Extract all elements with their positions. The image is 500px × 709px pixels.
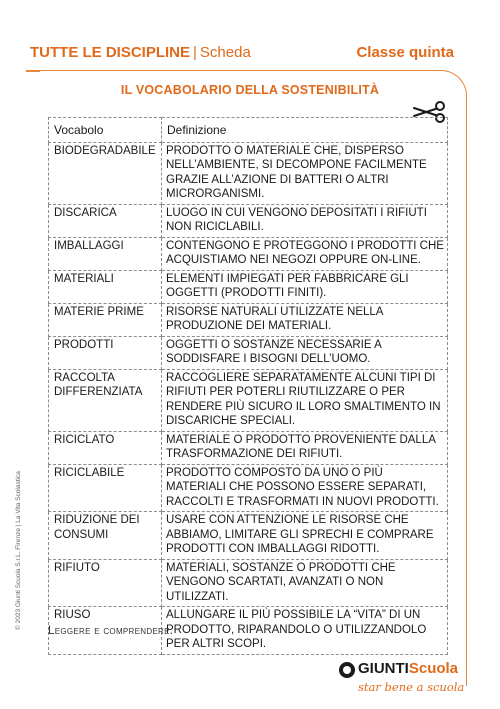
- vocabulary-word: RIFIUTO: [49, 559, 162, 607]
- page-title: IL VOCABOLARIO DELLA SOSTENIBILITÀ: [120, 83, 380, 97]
- giunti-logo-icon: [339, 662, 355, 678]
- table-row: [49, 303, 448, 336]
- vocabulary-word: MATERIE PRIME: [49, 303, 162, 336]
- vocabulary-word: BIODEGRADABILE: [49, 142, 162, 204]
- table-row: [49, 431, 448, 464]
- table-row: [49, 204, 448, 237]
- table-row: [49, 512, 448, 560]
- column-header-definizione: Definizione: [162, 118, 448, 143]
- card-border-corner: [26, 70, 40, 72]
- vocabulary-definition: OGGETTI O SOSTANZE NECESSARIE A SODDISFARE I BISOGNI DELL’UOMO.: [162, 336, 448, 369]
- footer-note: Leggere e comprendere.: [48, 625, 174, 637]
- vocabulary-word: RICICLATO: [49, 431, 162, 464]
- copyright-credit: © 2023 Giunti Scuola S.r.L. Firenze | La Vita Scolastica: [15, 471, 22, 630]
- vocabulary-word: RACCOLTA DIFFERENZIATA: [49, 369, 162, 431]
- vocabulary-definition: RACCOGLIERE SEPARATAMENTE ALCUNI TIPI DI RIFIUTI PER POTERLI RIUTILIZZARE O PER RENDERE PIÙ SICURO IL LORO SMALTIMENTO IN DISCARICHE SPECIALI.: [162, 369, 448, 431]
- table-row: [49, 369, 448, 431]
- vocabulary-definition: PRODOTTO COMPOSTO DA UNO O PIÙ MATERIALI CHE POSSONO ESSERE SEPARATI, RACCOLTI E TRASFORMATI IN NUOVI PRODOTTI.: [162, 464, 448, 512]
- vocabulary-definition: MATERIALE O PRODOTTO PROVENIENTE DALLA TRASFORMAZIONE DEI RIFIUTI.: [162, 431, 448, 464]
- logo-tagline: star bene a scuola: [358, 680, 465, 694]
- table-row: [49, 237, 448, 270]
- table-header-row: [49, 118, 448, 143]
- column-header-vocabolo: Vocabolo: [49, 118, 162, 143]
- vocabulary-word: PRODOTTI: [49, 336, 162, 369]
- header-subject: [30, 44, 251, 61]
- vocabulary-definition: ELEMENTI IMPIEGATI PER FABBRICARE GLI OGGETTI (PRODOTTI FINITI).: [162, 270, 448, 303]
- header-sheet-label: Scheda: [199, 44, 251, 61]
- vocabulary-table: [48, 117, 448, 655]
- logo-word-scuola: Scuola: [408, 660, 459, 677]
- vocabulary-word: RIDUZIONE DEI CONSUMI: [49, 512, 162, 560]
- logo-wordmark: [358, 660, 458, 677]
- vocabulary-definition: CONTENGONO E PROTEGGONO I PRODOTTI CHE ACQUISTIAMO NEI NEGOZI OPPURE ON-LINE.: [162, 237, 448, 270]
- vocabulary-word: IMBALLAGGI: [49, 237, 162, 270]
- vocabulary-word: RIUSO: [49, 607, 162, 655]
- vocabulary-definition: RISORSE NATURALI UTILIZZATE NELLA PRODUZIONE DEI MATERIALI.: [162, 303, 448, 336]
- vocabulary-definition: PRODOTTO O MATERIALE CHE, DISPERSO NELL’AMBIENTE, SI DECOMPONE FACILMENTE GRAZIE ALL’AZIONE DI BATTERI O ALTRI MICRORGANISMI.: [162, 142, 448, 204]
- table-row: [49, 270, 448, 303]
- vocabulary-definition: ALLUNGARE IL PIÙ POSSIBILE LA “VITA” DI UN PRODOTTO, RIPARANDOLO O UTILIZZANDOLO PER ALTRI SCOPI.: [162, 607, 448, 655]
- table-row: [49, 336, 448, 369]
- table-row: [49, 142, 448, 204]
- vocabulary-word: DISCARICA: [49, 204, 162, 237]
- vocabulary-definition: USARE CON ATTENZIONE LE RISORSE CHE ABBIAMO, LIMITARE GLI SPRECHI E COMPRARE PRODOTTI CON IMBALLAGGI RIDOTTI.: [162, 512, 448, 560]
- header-subject-label: TUTTE LE DISCIPLINE: [30, 44, 191, 61]
- table-row: [49, 559, 448, 607]
- vocabulary-word: RICICLABILE: [49, 464, 162, 512]
- vocabulary-word: MATERIALI: [49, 270, 162, 303]
- header-separator: |: [193, 44, 197, 61]
- vocabulary-definition: MATERIALI, SOSTANZE O PRODOTTI CHE VENGONO SCARTATI, AVANZATI O NON UTILIZZATI.: [162, 559, 448, 607]
- vocabulary-definition: LUOGO IN CUI VENGONO DEPOSITATI I RIFIUTI NON RICICLABILI.: [162, 204, 448, 237]
- logo-word-giunti: GIUNTI: [358, 660, 409, 677]
- header-class: Classe quinta: [356, 44, 454, 61]
- table-row: [49, 464, 448, 512]
